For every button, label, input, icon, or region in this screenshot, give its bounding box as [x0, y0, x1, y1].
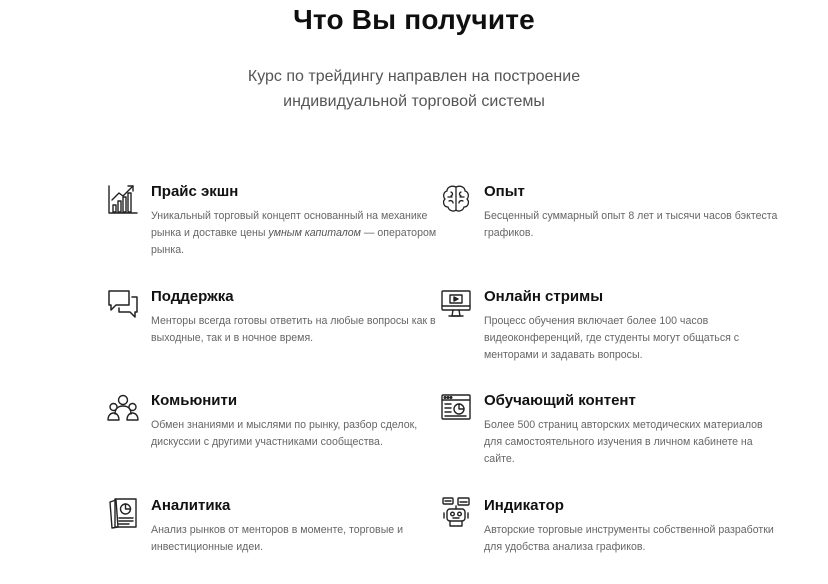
feature-description: Менторы всегда готовы ответить на любые вопросы как в выходные, так и в ночное время.	[151, 315, 436, 344]
feature-description: Бесценный суммарный опыт 8 лет и тысячи часов бэктеста графиков.	[484, 210, 778, 239]
feature-title: Комьюнити	[151, 392, 238, 409]
feature-description: Уникальный торговый концепт основанный на механике рынка и доставке цены умным капиталом — оператором рынка.	[151, 210, 437, 256]
report-icon	[107, 497, 139, 529]
growth-chart-icon	[107, 183, 139, 215]
feature-title: Прайс экшн	[151, 183, 239, 200]
brain-icon	[440, 183, 472, 215]
learning-content-icon	[440, 392, 472, 424]
feature-description: Авторские торговые инструменты собственной разработки для удобства анализа графиков.	[484, 524, 774, 553]
robot-indicator-icon	[440, 497, 472, 529]
feature-description: Анализ рынков от менторов в моменте, торговые и инвестиционные идеи.	[151, 524, 404, 553]
feature-title: Онлайн стримы	[484, 288, 604, 305]
feature-title: Индикатор	[484, 497, 564, 514]
feature-description: Обмен знаниями и мыслями по рынку, разбор сделок, дискуссии с другими участниками сообщества.	[151, 419, 418, 448]
feature-title: Поддержка	[151, 288, 234, 305]
feature-title: Обучающий контент	[484, 392, 636, 409]
feature-title: Опыт	[484, 183, 525, 200]
feature-emphasis: умным капиталом	[268, 227, 361, 239]
feature-title: Аналитика	[151, 497, 231, 514]
section-subtitle: Курс по трейдингу направлен на построение индивидуальной торговой системы	[247, 68, 581, 110]
feature-description: Процесс обучения включает более 100 часов видеоконференций, где студенты могут общаться с менторами и задавать вопросы.	[484, 315, 740, 361]
section-title: Что Вы получите	[293, 4, 535, 35]
chat-bubbles-icon	[107, 288, 139, 320]
live-monitor-icon	[440, 288, 472, 320]
community-icon	[107, 392, 139, 424]
feature-description: Более 500 страниц авторских методических материалов для самостоятельного изучения в личном кабинете на сайте.	[484, 419, 763, 465]
